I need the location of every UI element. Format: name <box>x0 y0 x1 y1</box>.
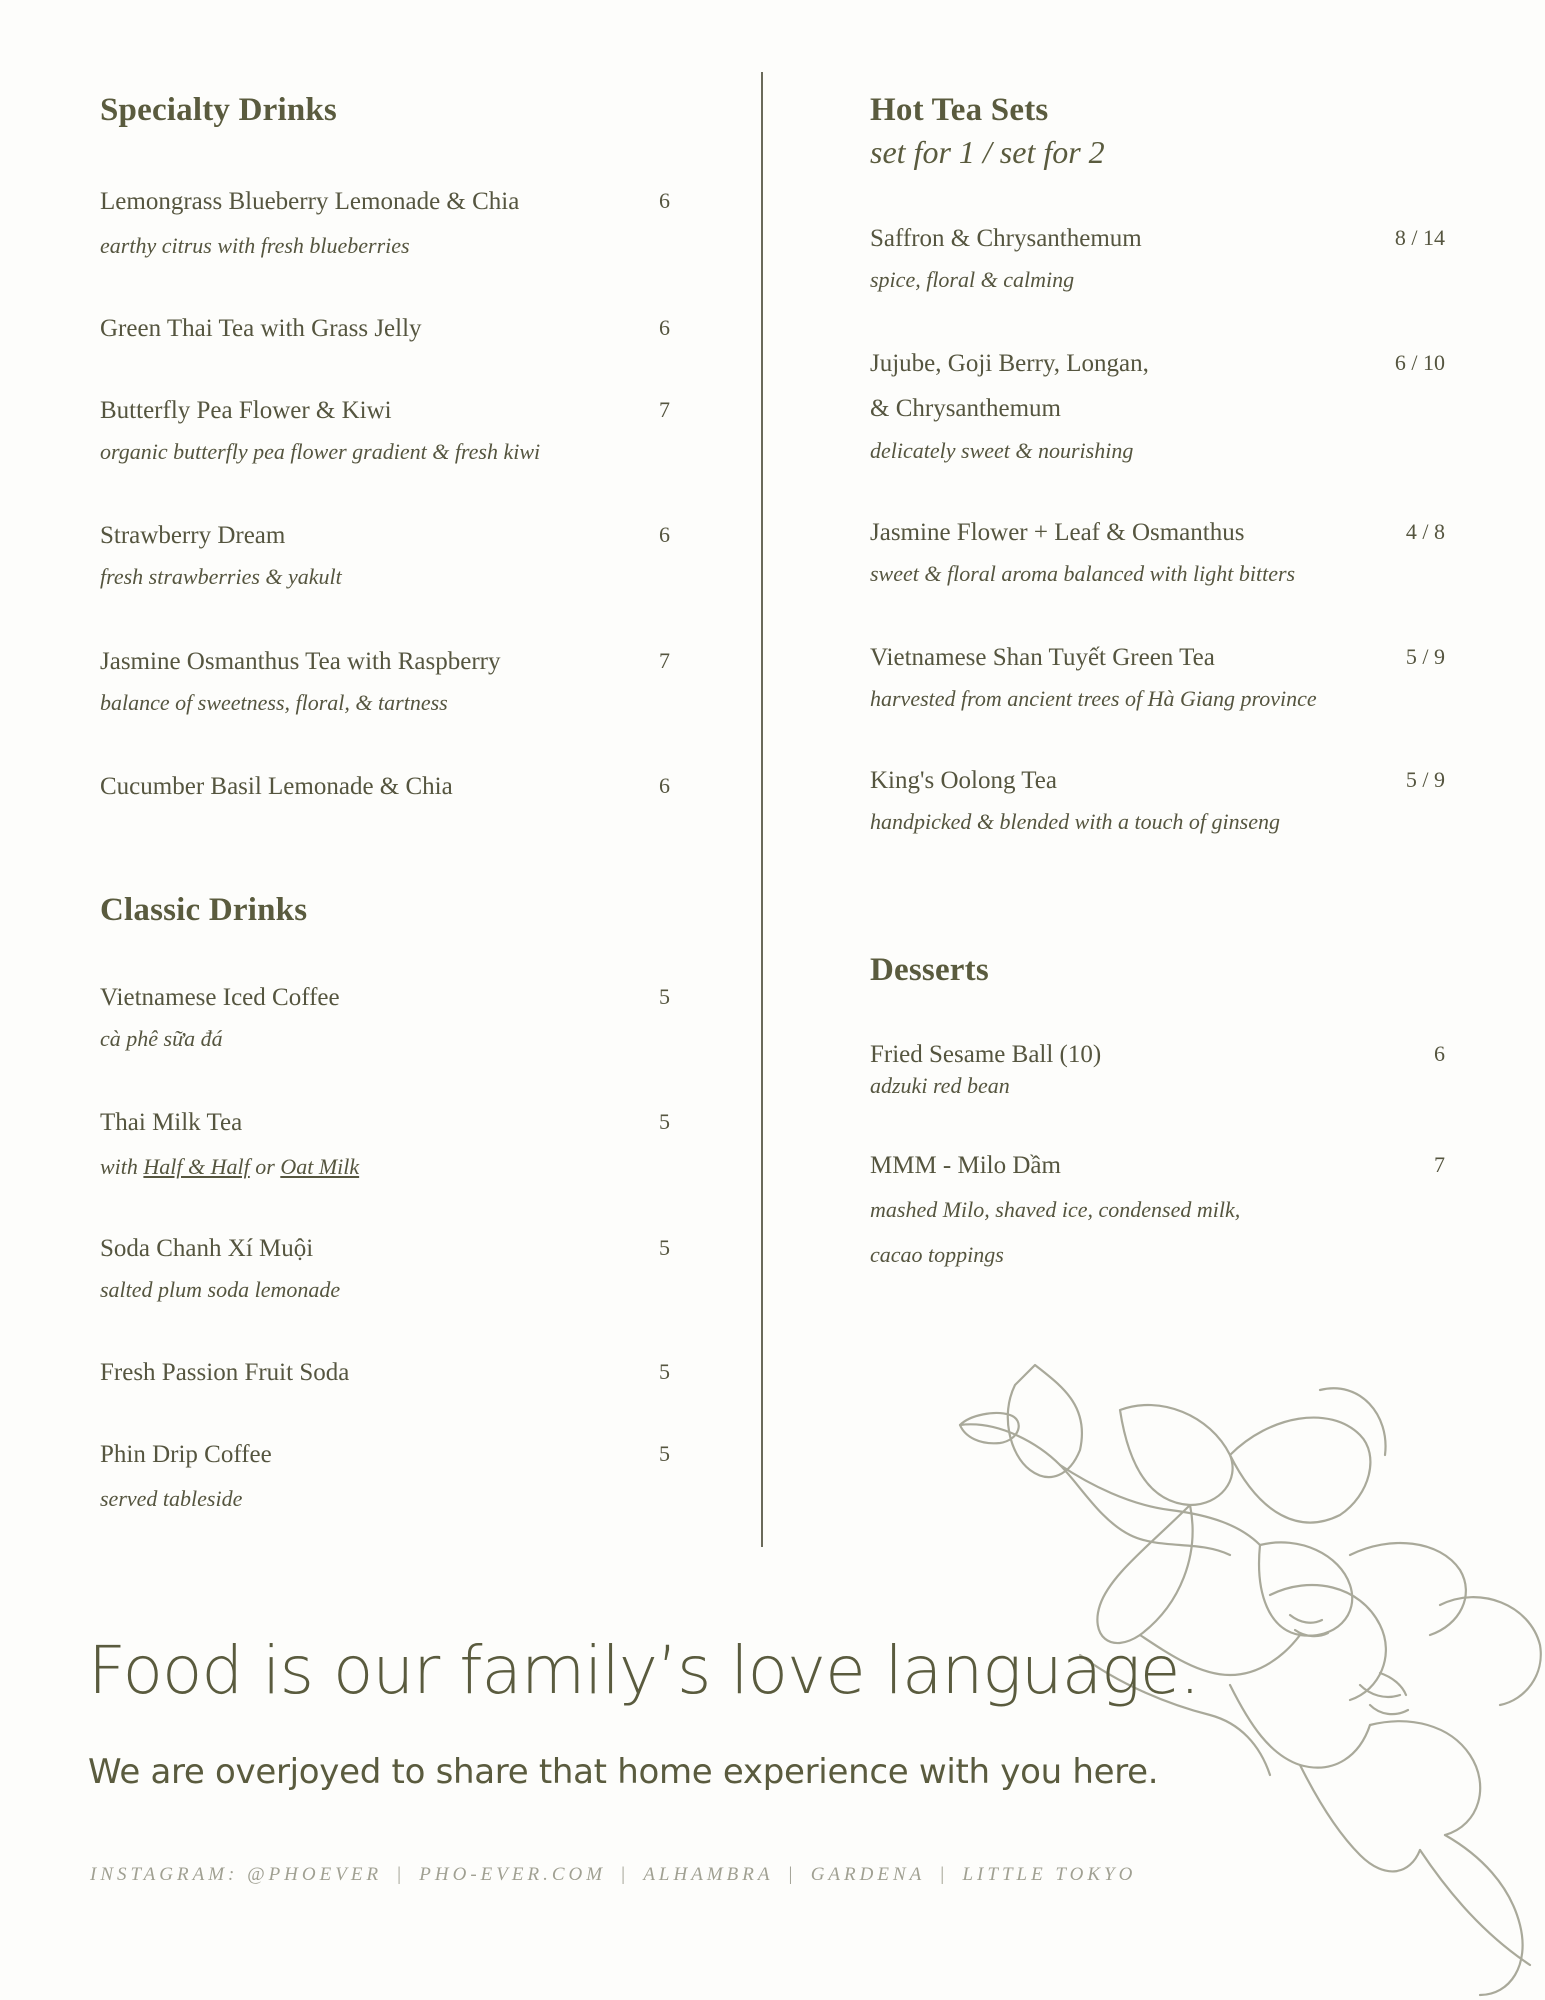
hot-tea-sets-heading: Hot Tea Sets <box>870 92 1049 128</box>
item-price: 7 <box>659 397 670 422</box>
menu-item <box>100 1441 670 1511</box>
item-price: 6 <box>659 522 670 547</box>
item-name: Soda Chanh Xí Muội <box>100 1235 314 1262</box>
item-description: served tableside <box>100 1486 243 1511</box>
item-price: 6 <box>659 315 670 340</box>
item-price: 7 <box>1434 1152 1445 1177</box>
footer-location-gardena: GARDENA <box>810 1864 926 1885</box>
item-price: 6 <box>659 773 670 798</box>
item-description: spice, floral & calming <box>870 267 1075 292</box>
item-description-line2: cacao toppings <box>870 1242 1004 1267</box>
menu-item <box>100 1109 670 1179</box>
specialty-drinks-heading: Specialty Drinks <box>100 92 337 128</box>
flower-petal <box>1350 1543 1466 1635</box>
flower-stamen <box>1360 1673 1408 1714</box>
item-name: King's Oolong Tea <box>870 767 1057 794</box>
item-name: Thai Milk Tea <box>100 1109 243 1136</box>
item-description: mashed Milo, shaved ice, condensed milk, <box>870 1197 1241 1222</box>
item-description: earthy citrus with fresh blueberries <box>100 233 410 258</box>
option-half-and-half: Half & Half <box>143 1154 250 1179</box>
menu-item <box>100 397 670 464</box>
flower-petal <box>1445 1835 1523 1995</box>
item-description: handpicked & blended with a touch of ginseng <box>870 809 1280 834</box>
menu-item <box>100 315 670 343</box>
item-price: 6 / 10 <box>1394 350 1445 375</box>
flower-petal <box>1440 1597 1541 1705</box>
item-description: salted plum soda lemonade <box>100 1277 341 1302</box>
flower-petal <box>1230 1685 1370 1768</box>
item-price: 5 <box>659 984 670 1009</box>
item-description: cà phê sữa đá <box>100 1026 223 1051</box>
item-price: 5 <box>659 1235 670 1260</box>
desc-mid: or <box>255 1154 275 1179</box>
menu-item <box>870 519 1445 586</box>
item-price: 5 / 9 <box>1405 644 1445 669</box>
tagline: Food is our family’s love language. <box>88 1632 1200 1709</box>
classic-drinks-heading: Classic Drinks <box>100 892 308 928</box>
menu-item <box>870 350 1445 463</box>
item-name: Phin Drip Coffee <box>100 1441 272 1468</box>
item-price: 4 / 8 <box>1405 519 1445 544</box>
menu-item <box>870 767 1445 834</box>
desc-prefix: with <box>100 1154 138 1179</box>
flower-petal <box>1270 1585 1386 1700</box>
flower-petal <box>1120 1405 1233 1505</box>
item-name: Jasmine Flower + Leaf & Osmanthus <box>870 519 1245 546</box>
footer-location-alhambra: ALHAMBRA <box>643 1864 774 1885</box>
menu-item <box>100 1359 670 1387</box>
menu-item <box>100 984 670 1051</box>
item-name: Lemongrass Blueberry Lemonade & Chia <box>100 188 520 215</box>
menu-item <box>870 1152 1445 1267</box>
menu-item <box>100 1235 670 1302</box>
item-name: Green Thai Tea with Grass Jelly <box>100 315 422 342</box>
item-price: 8 / 14 <box>1394 225 1445 250</box>
item-name: Fried Sesame Ball (10) <box>870 1041 1102 1068</box>
menu-item <box>100 522 670 589</box>
flower-petal <box>1320 1388 1386 1455</box>
item-name: Vietnamese Iced Coffee <box>100 984 340 1011</box>
item-name: Jujube, Goji Berry, Longan, <box>870 350 1149 377</box>
item-name: Jasmine Osmanthus Tea with Raspberry <box>100 648 501 675</box>
menu-item <box>870 1041 1445 1098</box>
item-name: MMM - Milo Dầm <box>870 1152 1061 1179</box>
item-description: fresh strawberries & yakult <box>100 564 342 589</box>
menu-item <box>100 188 670 258</box>
menu-item <box>100 773 670 801</box>
item-description: adzuki red bean <box>870 1073 1010 1098</box>
flower-petal <box>1300 1765 1420 1871</box>
item-name-line2: & Chrysanthemum <box>870 395 1061 422</box>
item-description: organic butterfly pea flower gradient & fresh kiwi <box>100 439 541 464</box>
subline: We are overjoyed to share that home experience with you here. <box>88 1752 1159 1792</box>
item-description: delicately sweet & nourishing <box>870 438 1134 463</box>
footer-instagram: INSTAGRAM: @PHOEVER <box>90 1864 383 1885</box>
flower-petal <box>1097 1505 1192 1643</box>
flower-bud <box>960 1413 1019 1443</box>
footer: INSTAGRAM: @PHOEVER | PHO-EVER.COM | ALHAMBRA | GARDENA | LITTLE TOKYO <box>90 1864 1137 1885</box>
flower-petal <box>1008 1365 1082 1477</box>
item-name: Strawberry Dream <box>100 522 286 549</box>
item-price: 6 <box>659 188 670 213</box>
flower-petal <box>1230 1418 1370 1523</box>
item-price: 5 <box>659 1441 670 1466</box>
desserts-heading: Desserts <box>870 952 989 988</box>
item-name: Fresh Passion Fruit Soda <box>100 1359 350 1386</box>
item-name: Cucumber Basil Lemonade & Chia <box>100 773 453 800</box>
footer-location-little-tokyo: LITTLE TOKYO <box>962 1864 1137 1885</box>
option-oat-milk: Oat Milk <box>280 1154 360 1179</box>
item-name: Butterfly Pea Flower & Kiwi <box>100 397 392 424</box>
column-divider <box>761 72 763 1547</box>
item-price: 7 <box>659 648 670 673</box>
item-price: 6 <box>1434 1041 1445 1066</box>
item-price: 5 <box>659 1359 670 1384</box>
item-description: balance of sweetness, floral, & tartness <box>100 690 448 715</box>
menu-item <box>870 225 1445 292</box>
item-name: Saffron & Chrysanthemum <box>870 225 1142 252</box>
item-description: sweet & floral aroma balanced with light bitters <box>870 561 1296 586</box>
item-name: Vietnamese Shan Tuyết Green Tea <box>870 644 1215 671</box>
footer-website: PHO-EVER.COM <box>419 1864 607 1885</box>
menu-item <box>100 648 670 715</box>
item-price: 5 / 9 <box>1405 767 1445 792</box>
hot-tea-sets-subtitle: set for 1 / set for 2 <box>870 134 1105 170</box>
menu-item <box>870 644 1445 711</box>
item-description: harvested from ancient trees of Hà Giang province <box>870 686 1317 711</box>
flower-petal <box>1370 1721 1480 1835</box>
item-description <box>100 1154 359 1180</box>
item-price: 5 <box>659 1109 670 1134</box>
